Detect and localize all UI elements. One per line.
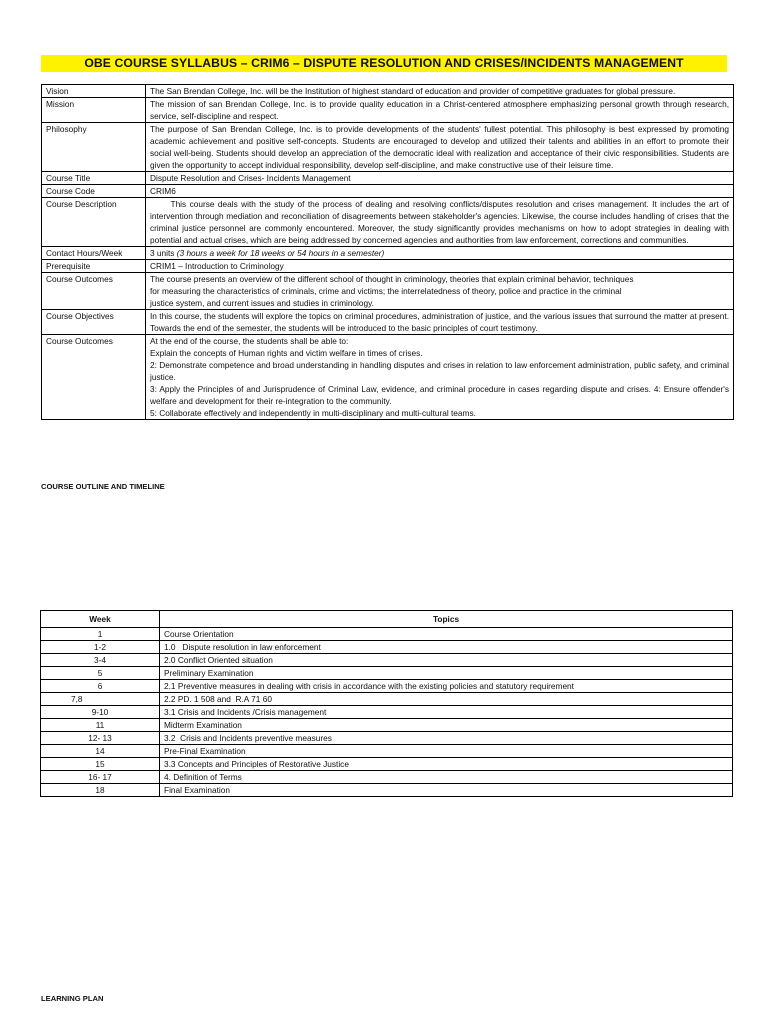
learning-plan-heading: LEARNING PLAN [41, 994, 104, 1003]
course-info-table [41, 84, 734, 420]
timeline-row [41, 693, 733, 706]
info-row [42, 335, 734, 420]
info-value-line: This course deals with the study of the process of dealing and resolving conflicts/disputes resolution and crises management. It includes the art of intervention through mediation and reconciliation of disagreements between stakeholder's agencies. Likewise, the course includes handling of crises that the criminal justice personnel are commonly encountered. Moreover, the study significantly provides mechanisms on how to adopt strategies in dealing with potential and actual crises, which are being addressed by concerned agencies and authorities from law enforcement, corrections and communities. [150, 199, 732, 245]
info-row [42, 185, 734, 198]
info-value-line: CRIM1 – Introduction to Criminology [150, 261, 284, 271]
course-outline-heading: COURSE OUTLINE AND TIMELINE [41, 482, 165, 491]
info-value-line: Explain the concepts of Human rights and victim welfare in times of crises. [150, 348, 423, 358]
timeline-row [41, 745, 733, 758]
timeline-week-cell: 9-10 [41, 706, 160, 719]
info-value-line: At the end of the course, the students shall be able to: [150, 336, 349, 346]
info-row [42, 247, 734, 260]
syllabus-title: OBE COURSE SYLLABUS – CRIM6 – DISPUTE RESOLUTION AND CRISES/INCIDENTS MANAGEMENT [41, 55, 727, 72]
info-value-line: Dispute Resolution and Crises- Incidents Management [150, 173, 351, 183]
timeline-row [41, 628, 733, 641]
info-row [42, 260, 734, 273]
info-row-value [146, 335, 734, 420]
info-value-line: The mission of san Brendan College, Inc. is to provide quality education in a Christ-centered atmosphere emphasizing personal growth through research, service, self-discipline and respect. [150, 99, 732, 121]
timeline-week-cell: 16- 17 [41, 771, 160, 784]
timeline-row [41, 654, 733, 667]
timeline-topic-cell: Pre-Final Examination [160, 745, 733, 758]
course-timeline-table [40, 610, 733, 797]
timeline-row [41, 667, 733, 680]
info-row-value [146, 185, 734, 198]
info-row [42, 85, 734, 98]
info-row-label: Philosophy [42, 123, 146, 172]
info-row-value [146, 198, 734, 247]
info-value-line: 2: Demonstrate competence and broad understanding in handling disputes and crises in relation to law enforcement administration, public safety, and criminal justice. [150, 360, 732, 382]
timeline-row [41, 771, 733, 784]
info-row-value [146, 98, 734, 123]
timeline-week-cell: 12- 13 [41, 732, 160, 745]
timeline-week-cell: 1-2 [41, 641, 160, 654]
info-row-value [146, 273, 734, 310]
timeline-week-cell: 14 [41, 745, 160, 758]
timeline-row [41, 758, 733, 771]
timeline-week-cell: 11 [41, 719, 160, 732]
week-column-header: Week [41, 611, 160, 628]
info-value-line: for measuring the characteristics of criminals, crime and victims; the interrelatedness of theory, police and practice in the criminal [150, 286, 622, 296]
timeline-topic-cell: 3.1 Crisis and Incidents /Crisis management [160, 706, 733, 719]
info-row-value [146, 260, 734, 273]
timeline-topic-cell: 2.1 Preventive measures in dealing with crisis in accordance with the existing policies and statutory requirement [160, 680, 733, 693]
info-row-label: Course Outcomes [42, 335, 146, 420]
info-value-line: CRIM6 [150, 186, 176, 196]
timeline-week-cell: 1 [41, 628, 160, 641]
info-row [42, 123, 734, 172]
timeline-row [41, 719, 733, 732]
contact-hours-note: (3 hours a week for 18 weeks or 54 hours in a semester) [176, 248, 385, 258]
timeline-row [41, 680, 733, 693]
timeline-topic-cell: Preliminary Examination [160, 667, 733, 680]
info-row-label: Course Objectives [42, 310, 146, 335]
timeline-week-cell: 15 [41, 758, 160, 771]
timeline-week-cell: 5 [41, 667, 160, 680]
info-row [42, 98, 734, 123]
info-row [42, 273, 734, 310]
info-value-line: In this course, the students will explore the topics on criminal procedures, administration of justice, and the various issues that surround the matter at present. Towards the end of the semester, the students will be introduced to the basic principles of court testimony. [150, 311, 732, 333]
timeline-topic-cell: 2.2 PD. 1 508 and R.A 71 60 [160, 693, 733, 706]
timeline-week-cell: 6 [41, 680, 160, 693]
info-row-label: Mission [42, 98, 146, 123]
timeline-week-cell: 3-4 [41, 654, 160, 667]
info-row [42, 310, 734, 335]
info-row-label: Vision [42, 85, 146, 98]
timeline-topic-cell: 4. Definition of Terms [160, 771, 733, 784]
timeline-topic-cell: Course Orientation [160, 628, 733, 641]
info-row-label: Course Title [42, 172, 146, 185]
timeline-row [41, 641, 733, 654]
info-value-line: The purpose of San Brendan College, Inc. is to provide developments of the students' fullest potential. This philosophy is best expressed by promoting academic achievement and positive self-concepts. Students are encouraged to develop and utilized their talents and abilities in an effort to promote their social well-being. Students should develop an appreciation of the democratic ideal with realization and acceptance of their civic responsibilities. Students are given the opportunity to accept individual responsibility, develop self-discipline, and make constructive use of their leisure time. [150, 124, 732, 170]
timeline-topic-cell: 3.2 Crisis and Incidents preventive measures [160, 732, 733, 745]
info-row-value [146, 247, 734, 260]
timeline-week-cell: 7,8 [41, 693, 160, 706]
timeline-row [41, 784, 733, 797]
info-value-line: justice system, and current issues and studies in criminology. [150, 298, 374, 308]
timeline-topic-cell: 1.0 Dispute resolution in law enforcement [160, 641, 733, 654]
info-row-value [146, 123, 734, 172]
info-row-value [146, 85, 734, 98]
timeline-week-cell: 18 [41, 784, 160, 797]
timeline-row [41, 706, 733, 719]
info-value-line: 5: Collaborate effectively and independently in multi-disciplinary and multi-cultural teams. [150, 408, 476, 418]
info-value-line: The San Brendan College, Inc. will be the Institution of highest standard of education and provider of competitive graduates for global pressure. [150, 86, 676, 96]
info-value-line: The course presents an overview of the different school of thought in criminology, theories that explain criminal behavior, techniques [150, 274, 634, 284]
timeline-header-row [41, 611, 733, 628]
info-row-label: Course Description [42, 198, 146, 247]
info-row-value [146, 310, 734, 335]
timeline-topic-cell: Final Examination [160, 784, 733, 797]
info-row-label: Course Code [42, 185, 146, 198]
topics-column-header: Topics [160, 611, 733, 628]
info-row [42, 198, 734, 247]
info-row-label: Course Outcomes [42, 273, 146, 310]
timeline-topic-cell: Midterm Examination [160, 719, 733, 732]
info-value-line: 3: Apply the Principles of and Jurisprudence of Criminal Law, evidence, and criminal procedure in cases regarding dispute and crises. 4: Ensure offender's welfare and development for their re-integration to the community. [150, 384, 732, 406]
info-row-label: Prerequisite [42, 260, 146, 273]
timeline-topic-cell: 2.0 Conflict Oriented situation [160, 654, 733, 667]
info-row-label: Contact Hours/Week [42, 247, 146, 260]
info-row-value [146, 172, 734, 185]
info-value-line: 3 units [150, 248, 177, 258]
timeline-topic-cell: 3.3 Concepts and Principles of Restorative Justice [160, 758, 733, 771]
timeline-row [41, 732, 733, 745]
info-row [42, 172, 734, 185]
